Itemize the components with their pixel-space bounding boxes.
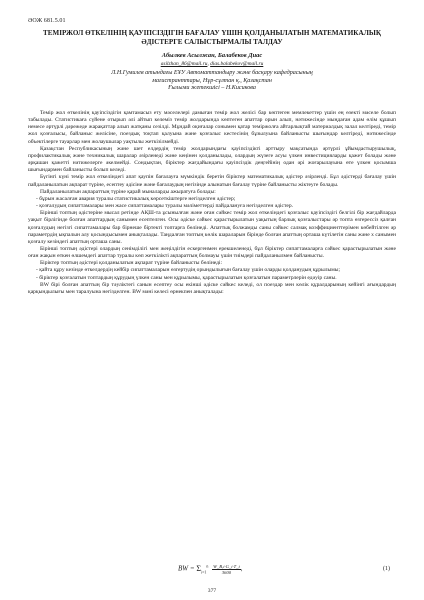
udc-code: ӘОЖ 681.5.01 bbox=[28, 18, 66, 24]
paper-body bbox=[28, 110, 396, 296]
body-paragraph: Темір жол өткелінің қауіпсіздігін қамтамасыз ету мәселелері дамыған темір жол желісі бар көптеген мемлекеттер үшін ең өзекті мәселе болып табылады. Статистикаға сүйене отырып әлі айтып келеміз темір жолдарында көптеген апаттар орын алып, нәтижесінде мыңдаған адам өлім құшып немесе әртүрлі дәрежеде жарақаттар алып жатқаны сезілді. Мұндай оқиғалар сонымен қатар теміржолға айтарлықтай материалдық залал келтіреді, темір жол қозғалысы, байланыс желісіне, поездық тоқтап қалуына және қозғалыс кестесінің бұзылуына байланысты шығындар келтіреді, нәтижесінде объектілерге тауарлар мен жолаушылар уақтылы жеткізілмейді. bbox=[28, 110, 396, 145]
equation-lhs: BW = bbox=[178, 564, 195, 573]
body-paragraph: BW бірі болған апаттың бір тәуліктегі санын есептеу осы екінші әдіске сәйкес келеді, ол поездар мен көлік құралдарының кейінгі ағындардың қарқындылығы мен таралуына негізделген. BW мәні келесі өрнекпен анықталады: bbox=[28, 281, 396, 295]
paper-title: ТЕМІРЖОЛ ӨТКЕЛІНІҢ ҚАУІПСІЗДІГІН БАҒАЛАУ ҮШІН ҚОЛДАНЫЛАТЫН МАТЕМАТИКАЛЫҚ ӘДІСТЕРГЕ САЛЫСТЫРМАЛЫ ТАЛДАУ bbox=[43, 29, 381, 46]
paper-authors: Абылкев Асылжан, Балабеков Диас bbox=[161, 52, 263, 59]
sum-lower: i=1 bbox=[201, 569, 207, 575]
affiliation bbox=[40, 70, 384, 93]
email-separator: , bbox=[207, 61, 211, 67]
body-paragraph: Қазақстан Республикасының және шет елдердің темір жолдарындағы қауіпсіздікті арттыру мақсатында әртүрлі ұйымдастырушылық, профилактикалық және техникалық шаралар әзірленеді және кеңінен қолданылады, олардың жүзеге асуы үлкен инвестицияларды қажет болады және әрқашан қажетті нәтижелерге әкелмейді. Сондықтан, біріктер жағдайындағы қауіпсіздік деңгейінің одан әрі жоғарылауына өте үлкен қосымша шығындармен байланысты болып келеді. bbox=[28, 145, 396, 174]
equation-number: (1) bbox=[383, 566, 390, 572]
body-paragraph: Бірінші топтың әдістері олардың сенімділігі мен жеңілдігін ескергенмен ерекшеленеді, бұл біріктер сипаттамаларға сәйкес қарастырылатын және оған жақын өткен өлшемдегі апаттар туралы көп жеткілікті ақпараттың болмауы үшін тиімдері пайдаланылмен байланысты. bbox=[28, 245, 396, 260]
equation-expression bbox=[178, 563, 243, 575]
body-paragraph: Біріктер топтың әдістері қолданылатын ақпарат түріне байланысты бөлінеді: bbox=[40, 260, 223, 267]
sum-symbol: Σ bbox=[196, 563, 201, 573]
sum-operator bbox=[196, 564, 208, 573]
body-paragraph: Бірінші топтың әдістеріне мысал ретінде АҚШ-та ұсынылған және оған сәйкес темір жол өткеліндегі қозғалыс қауіпсіздігі белгілі бір жағдайларда уақыт бірлігінде болған апаттардың санымен есептелген. Осы әдіске сәйкес қарастырылатын уақытың барлық қозғалыстары әр топта өзгерессіз қалған қозғалудың негізгі сипаттамалары бар бірнеше біртекті топтарға бөлінеді. Апаттық болжамды саны сәйкес салмақ коэффициенттерімен көбейтілген әр параметрдің ықпалын алу қосындысымен анықталады. Таңдалған топтың көлік шараларын бірінде болған апаттың орташа күтілетін саны және х санымен қозғалу кезіндегі апаттың орташа саны. bbox=[28, 210, 396, 245]
fraction-denominator: 3600 bbox=[221, 569, 232, 575]
list-item: - біріктер қозғалатын топтардың құрудың үлкен саны мен құрылымы, қарастырылатын қозғалатын параметрлерін едәуір саны. bbox=[36, 274, 337, 281]
sum-upper: n bbox=[206, 563, 209, 568]
list-item: - қайта құру кезінде өткелдердің кейбір сипаттамаларын өзгертудің орындылығын бағалау үшін оларды қолданудың құрылымы; bbox=[36, 267, 340, 274]
email-second[interactable]: dias.balabekov@mail.ru bbox=[210, 61, 264, 67]
email-first[interactable]: asilzhan_86@mail.ru bbox=[160, 61, 208, 67]
supervisor-line: Ғылыми жетекшісі – Н.Кисикова bbox=[168, 85, 256, 92]
page-number: 377 bbox=[207, 588, 217, 594]
list-item: - қозғалудың сипаттамалары мен жасе сипаттамалары туралы мәліметтерді пайдалануға негізделген әдістер. bbox=[36, 203, 294, 210]
list-item: - бұрын жасалған авария туралы статистикалық көрсеткіштерге негізделген әдістер; bbox=[36, 195, 236, 202]
equation-1 bbox=[28, 561, 396, 579]
fraction-numerator: W_B,i·G_i·T_i bbox=[213, 563, 240, 569]
affiliation-line: Л.Н.Гумилев атындағы ЕҰУ Автоматтандыру және басқару кафедрасының bbox=[111, 70, 313, 76]
affiliation-line: магистранттары, Нұр-сұлтан қ., Қазақстан bbox=[152, 77, 272, 84]
equation-end: , bbox=[240, 564, 243, 573]
body-paragraph: Пайдаланылатын ақпараттың түріне қарай мыналарды ажыратуға болады: bbox=[40, 188, 216, 195]
fraction bbox=[212, 564, 241, 575]
author-emails bbox=[24, 61, 400, 67]
body-paragraph: Бүгінгі күні темір жол өткеліндегі апат қаупін бағалауға мүмкіндік беретін біріктер математикалық әдістер әзірленді. Бұл әдістерді бағалау үшін пайдаланылатын ақпарат түріне, есептеу әдісіне және бағалаудың негізінде алынатын бағалау түріне байланысты жіктеуге болады. bbox=[28, 174, 396, 188]
